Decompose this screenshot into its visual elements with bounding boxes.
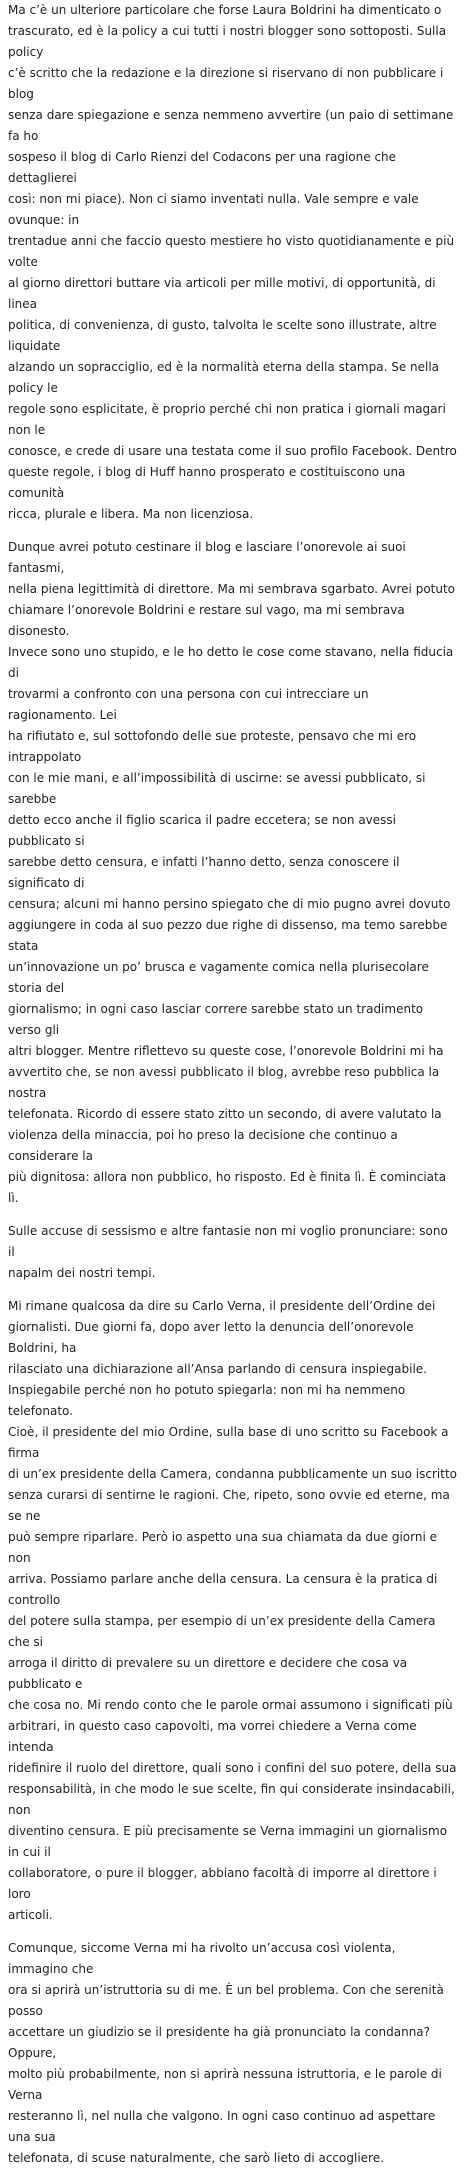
paragraph-conclusion: Comunque, siccome Verna mi ha rivolto un’accusa così violenta, immagino che ora si aprirà un’istruttoria su di me. È un bel problema. Con che serenità posso accettare un giudizio se il presidente ha già pronunciato la condanna? Oppure, molto più probabilmente, non si aprirà nessuna istruttoria, e le parole di Verna resteranno lì, nel nulla che valgono. In ogni caso continuo ad aspettare una sua telefonata, di scuse naturalmente, che sarò lieto di accogliere.	[8, 1941, 444, 2165]
paragraph-verna: Mi rimane qualcosa da dire su Carlo Verna, il presidente dell’Ordine dei giornalisti. Due giorni fa, dopo aver letto la denuncia dell’onorevole Boldrini, ha rilasciato una dichiarazione all’Ansa parlando di censura inspiegabile. Inspiegabile perché non ho potuto spiegarla: non mi ha nemmeno telefonato. Cioè, il presidente del mio Ordine, sulla base di uno scritto su Facebook a firma di un’ex presidente della Camera, condanna pubblicamente un suo iscritto senza curarsi di sentirne le ragioni. Che, ripeto, sono ovvie ed eterne, ma se ne può sempre riparlare. Però io aspetto una sua chiamata da due giorni e non arriva. Possiamo parlare anche della censura. La censura è la pratica di controllo del potere sulla stampa, per esempio di un’ex presidente della Camera che si arroga il diritto di prevalere su un direttore e decidere che cosa va pubblicato e che cosa no. Mi rendo conto che le parole ormai assumono i significati più arbitrari, in questo caso capovolti, ma vorrei chiedere a Verna come intenda ridefinire il ruolo del direttore, quali sono i confini del suo potere, della sua responsabilità, in che modo le sue scelte, fin qui considerate insindacabili, non diventino censura. E più precisamente se Verna immagini un giornalismo in cui il collaboratore, o pure il blogger, abbiano facoltà di imporre al direttore i loro articoli.	[8, 1299, 457, 1922]
paragraph-sexism: Sulle accuse di sessismo e altre fantasie non mi voglio pronunciare: sono il napalm dei nostri tempi.	[8, 1224, 448, 1280]
paragraph-policy: Ma c’è un ulteriore particolare che forse Laura Boldrini ha dimenticato o trascurato, ed è la policy a cui tutti i nostri blogger sono sottoposti. Sulla policy c’è scritto che la redazione e la direzione si riservano di non pubblicare i blog senza dare spiegazione e senza nemmeno avvertire (un paio di settimane fa ho sospeso il blog di Carlo Rienzi del Codacons per una ragione che dettaglierei così: non mi piace). Non ci siamo inventati nulla. Vale sempre e vale ovunque: in trentadue anni che faccio questo mestiere ho visto quotidianamente e più volte al giorno direttori buttare via articoli per mille motivi, di opportunità, di linea politica, di convenienza, di gusto, talvolta le scelte sono illustrate, altre liquidate alzando un sopracciglio, ed è la normalità eterna della stampa. Se nella policy le regole sono esplicitate, è proprio perché chi non pratica i giornali magari non le conosce, e crede di usare una testata come il suo profilo Facebook. Dentro queste regole, i blog di Huff hanno prosperato e costituiscono una comunità ricca, plurale e libera. Ma non licenziosa.	[8, 3, 457, 521]
paragraph-decision: Dunque avrei potuto cestinare il blog e lasciare l’onorevole ai suoi fantasmi, nella piena legittimità di direttore. Ma mi sembrava sgarbato. Avrei potuto chiamare l’onorevole Boldrini e restare sul vago, ma mi sembrava disonesto. Invece sono uno stupido, e le ho detto le cose come stavano, nella fiducia di trovarmi a confronto con una persona con cui intrecciare un ragionamento. Lei ha rifiutato e, sul sottofondo delle sue proteste, pensavo che mi ero intrappolato con le mie mani, e all’impossibilità di uscirne: se avessi pubblicato, si sarebbe detto ecco anche il figlio scarica il padre eccetera; se non avessi pubblicato si sarebbe detto censura, e infatti l’hanno detto, senza conoscere il significato di censura; alcuni mi hanno persino spiegato che di mio pugno avrei dovuto aggiungere in coda al suo pezzo due righe di dissenso, ma temo sarebbe stata un’innovazione un po’ brusca e vagamente comica nella plurisecolare storia del giornalismo; in ogni caso lasciar correre sarebbe stato un tradimento verso gli altri blogger. Mentre riflettevo su queste cose, l’onorevole Boldrini mi ha avvertito che, se non avessi pubblicato il blog, avrebbe reso pubblica la nostra telefonata. Ricordo di essere stato zitto un secondo, di avere valutato la violenza della minaccia, poi ho preso la decisione che continuo a considerare la più dignitosa: allora non pubblico, ho risposto. Ed è finita lì. È cominciata lì.	[8, 540, 456, 1205]
